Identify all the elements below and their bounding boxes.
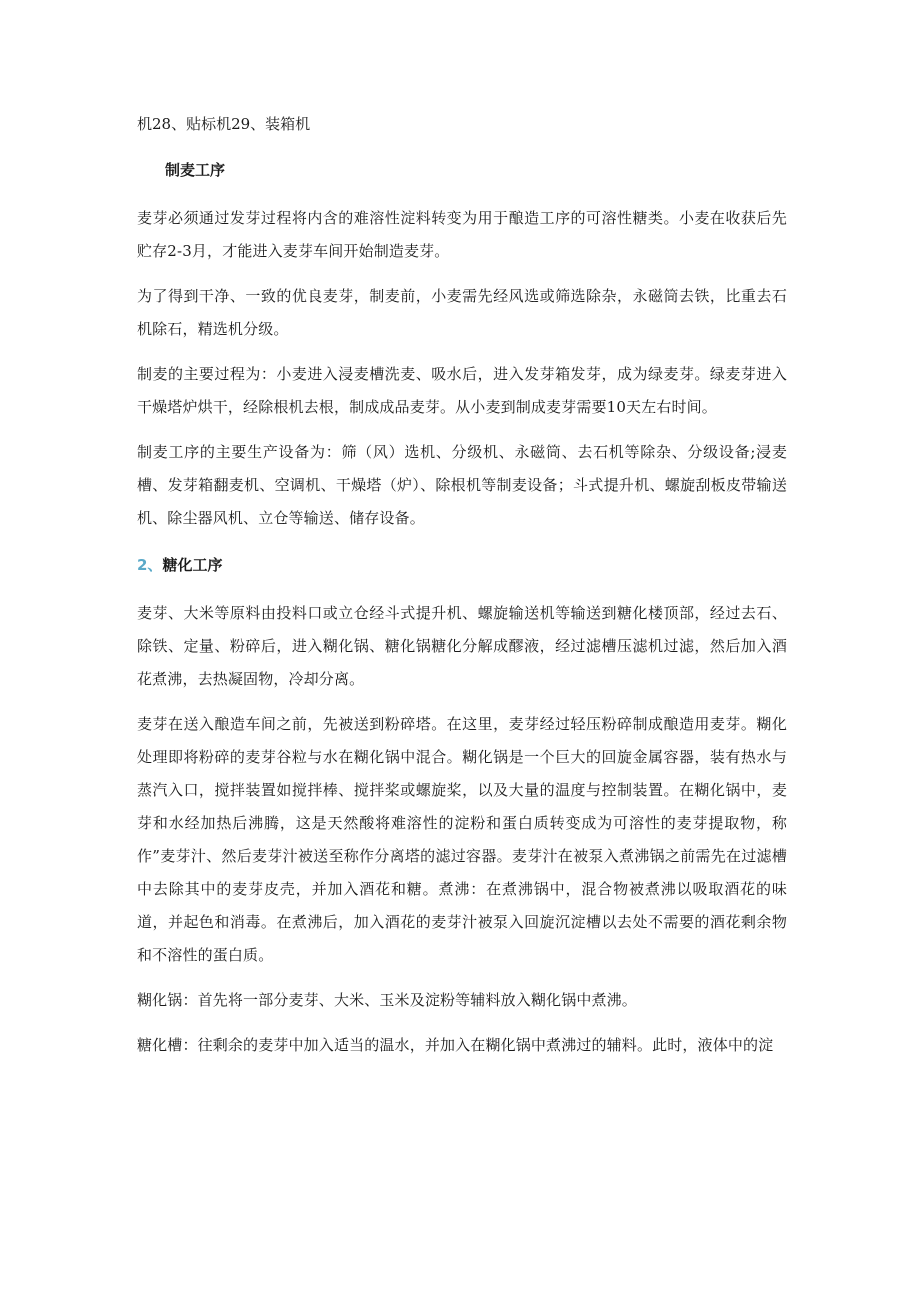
section-heading-saccharification xyxy=(137,549,787,581)
section-heading-malting xyxy=(137,154,787,186)
paragraph: 糖化槽：往剩余的麦芽中加入适当的温水，并加入在糊化锅中煮沸过的辅料。此时，液体中的淀 xyxy=(137,1036,774,1054)
continuation-line: 机28、贴标机29、装箱机 xyxy=(137,115,311,133)
paragraph: 麦芽、大米等原料由投料口或立仓经斗式提升机、螺旋输送机等输送到糖化楼顶部，经过去石、除铁、定量、粉碎后，进入糊化锅、糖化锅糖化分解成醪液，经过滤槽压滤机过滤，然后加入酒花煮沸，去热凝固物，冷却分离。 xyxy=(137,604,787,688)
paragraph: 制麦工序的主要生产设备为：筛（风）选机、分级机、永磁筒、去石机等除杂、分级设备;浸麦槽、发芽箱翻麦机、空调机、干燥塔（炉）、除根机等制麦设备；斗式提升机、螺旋刮板皮带输送机、除尘器风机、立仓等输送、储存设备。 xyxy=(137,443,787,527)
section-number: 2、 xyxy=(137,556,163,574)
paragraph: 麦芽必须通过发芽过程将内含的难溶性淀料转变为用于酿造工序的可溶性糖类。小麦在收获后先贮存2-3月，才能进入麦芽车间开始制造麦芽。 xyxy=(137,209,787,260)
paragraph: 糊化锅：首先将一部分麦芽、大米、玉米及淀粉等辅料放入糊化锅中煮沸。 xyxy=(137,991,637,1009)
paragraph: 为了得到干净、一致的优良麦芽，制麦前，小麦需先经风选或筛选除杂，永磁筒去铁，比重去石机除石，精选机分级。 xyxy=(137,287,787,338)
paragraph: 麦芽在送入酿造车间之前，先被送到粉碎塔。在这里，麦芽经过轻压粉碎制成酿造用麦芽。糊化处理即将粉碎的麦芽谷粒与水在糊化锅中混合。糊化锅是一个巨大的回旋金属容器，装有热水与蒸汽入口，搅拌装置如搅拌棒、搅拌桨或螺旋桨，以及大量的温度与控制装置。在糊化锅中，麦芽和水经加热后沸腾，这是天然酸将难溶性的淀粉和蛋白质转变成为可溶性的麦芽提取物，称作”麦芽汁、然后麦芽汁被送至称作分离塔的滤过容器。麦芽汁在被泵入煮沸锅之前需先在过滤槽中去除其中的麦芽皮壳，并加入酒花和糖。煮沸：在煮沸锅中，混合物被煮沸以吸取酒花的味道，并起色和消毒。在煮沸后，加入酒花的麦芽汁被泵入回旋沉淀槽以去处不需要的酒花剩余物和不溶性的蛋白质。 xyxy=(137,715,787,964)
document-body xyxy=(137,108,787,1074)
section-title: 糖化工序 xyxy=(162,556,223,574)
paragraph: 制麦的主要过程为：小麦进入浸麦槽洗麦、吸水后，进入发芽箱发芽，成为绿麦芽。绿麦芽进入干燥塔炉烘干，经除根机去根，制成成品麦芽。从小麦到制成麦芽需要10天左右时间。 xyxy=(137,365,787,416)
section-title: 制麦工序 xyxy=(165,161,226,179)
